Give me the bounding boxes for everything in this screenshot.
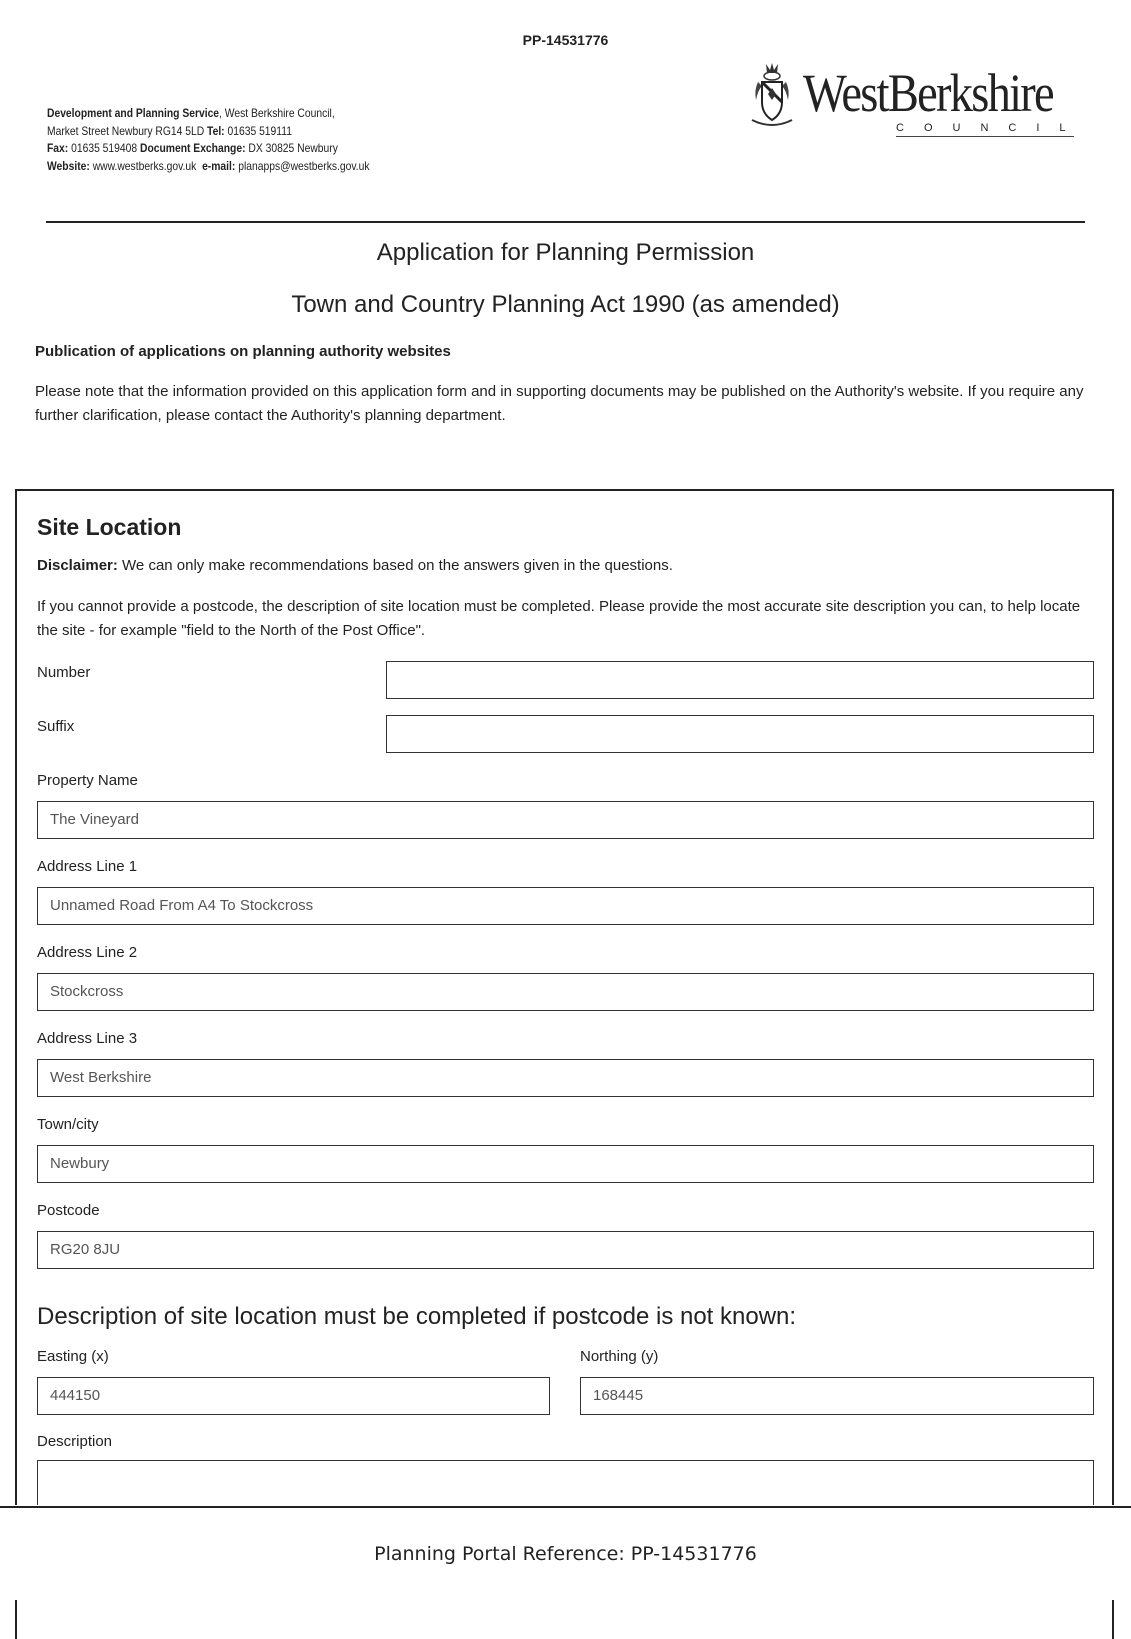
council-address: Market Street Newbury RG14 5LD bbox=[47, 123, 205, 138]
form-title: Application for Planning Permission bbox=[376, 239, 755, 266]
west-berkshire-logo bbox=[750, 58, 1086, 148]
site-location-intro: If you cannot provide a postcode, the description of site location must be completed. Please provide the most accurate site description you can, to help locate the site - for example "field to the North of the Post Office". bbox=[37, 598, 1081, 639]
address-line-1-label: Address Line 1 bbox=[37, 858, 138, 875]
description-heading: Description of site location must be completed if postcode is not known: bbox=[37, 1303, 797, 1330]
address-line-2-label: Address Line 2 bbox=[37, 944, 138, 961]
easting-label: Easting (x) bbox=[37, 1348, 109, 1365]
publication-heading: Publication of applications on planning authority websites bbox=[35, 343, 451, 360]
disclaimer bbox=[37, 557, 673, 574]
fax-label: Fax: bbox=[47, 141, 69, 155]
logo-council-text: COUNCIL bbox=[896, 122, 1074, 137]
logo-wordmark: WestBerkshire bbox=[803, 63, 1053, 123]
fax-number: 01635 519408 bbox=[71, 141, 138, 155]
service-name: Development and Planning Service bbox=[47, 106, 220, 120]
property-name-label: Property Name bbox=[37, 772, 138, 789]
number-label: Number bbox=[37, 664, 91, 681]
email-link[interactable]: planapps@westberks.gov.uk bbox=[238, 158, 370, 173]
footer-reference: Planning Portal Reference: PP-14531776 bbox=[374, 1543, 757, 1565]
tel-number: 01635 519111 bbox=[227, 123, 292, 138]
publication-text: Please note that the information provided on this application form and in supporting documents may be published on the Authority's website. If you require any further clarification, please contact the Authority's planning department. bbox=[35, 383, 1084, 424]
postcode-field[interactable]: RG20 8JU bbox=[37, 1231, 1094, 1269]
website-link[interactable]: www.westberks.gov.uk bbox=[92, 158, 197, 173]
email-label: e-mail: bbox=[202, 158, 236, 173]
number-field[interactable] bbox=[386, 661, 1094, 699]
address-line-3-label: Address Line 3 bbox=[37, 1030, 138, 1047]
footer-divider bbox=[0, 1506, 1131, 1508]
address-line-2-field[interactable]: Stockcross bbox=[37, 973, 1094, 1011]
easting-field[interactable]: 444150 bbox=[37, 1377, 550, 1415]
suffix-label: Suffix bbox=[37, 718, 75, 735]
dx-number: DX 30825 Newbury bbox=[248, 141, 338, 155]
dx-label: Document Exchange: bbox=[139, 141, 246, 155]
service-rest: , West Berkshire Council, bbox=[219, 106, 335, 120]
suffix-field[interactable] bbox=[386, 715, 1094, 753]
page-reference: PP-14531776 bbox=[522, 32, 609, 48]
town-city-label: Town/city bbox=[37, 1116, 99, 1133]
postcode-label: Postcode bbox=[37, 1202, 100, 1219]
crest-icon bbox=[750, 60, 794, 128]
council-contact-details bbox=[47, 105, 370, 175]
property-name-field[interactable]: The Vineyard bbox=[37, 801, 1094, 839]
website-label: Website: bbox=[47, 158, 90, 173]
description-label: Description bbox=[37, 1433, 113, 1450]
tel-label: Tel: bbox=[207, 123, 225, 138]
town-city-field[interactable]: Newbury bbox=[37, 1145, 1094, 1183]
form-act-title: Town and Country Planning Act 1990 (as amended) bbox=[291, 291, 840, 318]
section-title: Site Location bbox=[37, 514, 182, 540]
address-line-3-field[interactable]: West Berkshire bbox=[37, 1059, 1094, 1097]
disclaimer-text: We can only make recommendations based on the answers given in the questions. bbox=[117, 557, 673, 574]
northing-field[interactable]: 168445 bbox=[580, 1377, 1094, 1415]
disclaimer-label: Disclaimer: bbox=[37, 557, 118, 574]
northing-label: Northing (y) bbox=[580, 1348, 659, 1365]
header-divider bbox=[46, 221, 1085, 223]
address-line-1-field[interactable]: Unnamed Road From A4 To Stockcross bbox=[37, 887, 1094, 925]
